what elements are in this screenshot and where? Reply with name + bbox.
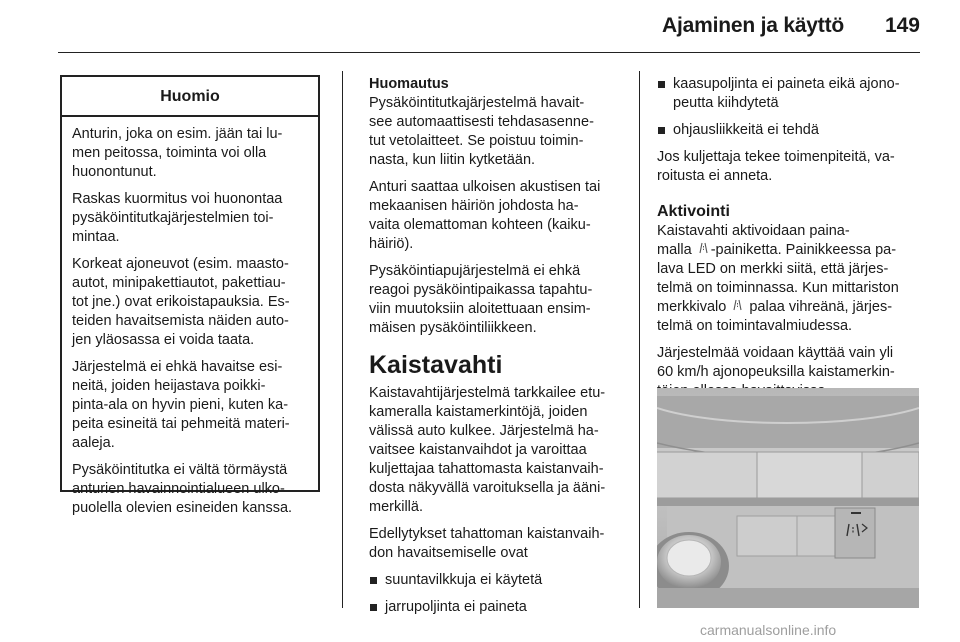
activation-text: palaa vihreänä, järjes- telmä on toimintavalmiudessa. [657, 299, 893, 334]
warning-box [60, 75, 320, 516]
subheading: Aktivointi [657, 203, 730, 220]
bullet-square-icon [658, 127, 665, 134]
note-paragraph: Anturi saattaa ulkoisen akustisen tai mekaanisen häiriön johdosta ha- vaita olemattoman kohteen (kaiku- häiriö). [369, 179, 601, 252]
activation-text: -painiketta. Painikkeessa pa- lava LED on merkki siitä, että järjes- telmä on toiminnassa. Kun mittariston merkkivalo [657, 242, 899, 315]
list-item [657, 75, 919, 113]
page-number: 149 [884, 14, 920, 37]
dashboard-button-photo [657, 388, 919, 608]
section-title: Kaistavahti [369, 351, 503, 379]
paragraph: Jos kuljettaja tekee toimenpiteitä, va- roitusta ei anneta. [657, 149, 895, 184]
list-item [369, 571, 629, 590]
warning-paragraph: Järjestelmä ei ehkä havaitse esi- neitä, joiden heijastava poikki- pinta-ala on hyvin pieni, kuten ka- peita esineitä tai pehmeitä materi- aaleja. [72, 359, 290, 451]
list-item-text: jarrupoljinta ei paineta [385, 599, 527, 615]
list-item [369, 598, 629, 617]
page-header-title: Ajaminen ja käyttö [662, 14, 844, 37]
list-item-text: suuntavilkkuja ei käytetä [385, 572, 543, 588]
warning-paragraph: Pysäköintitutka ei vältä törmäystä anturien havainnointialueen ulko- puolella olevien esineiden kanssa. [72, 462, 293, 516]
activation-text: Kaistavahti aktivoidaan paina- malla [657, 223, 850, 258]
column-divider [639, 71, 640, 608]
list-item-text: kaasupoljinta ei paineta eikä ajono- peutta kiihdytetä [673, 76, 900, 111]
activation-paragraph: Järjestelmää voidaan käyttää vain yli 60 km/h ajonopeuksilla kaistamerkin- [657, 345, 895, 380]
activation-paragraph [657, 222, 919, 336]
bullet-square-icon [658, 81, 665, 88]
note-paragraph: Pysäköintitutkajärjestelmä havait- see automaattisesti tehdasasenne- tut vetolaitteet. Se poistuu toimin- nasta, kun liitin kytketään. [369, 95, 594, 168]
column-3 [657, 75, 919, 409]
list-item [657, 121, 919, 140]
column-2 [369, 75, 629, 625]
bullet-square-icon [370, 577, 377, 584]
header-divider [58, 52, 920, 53]
watermark: carmanualsonline.info [700, 622, 837, 638]
list-item-text: ohjausliikkeitä ei tehdä [673, 122, 819, 138]
lane-departure-icon [732, 299, 743, 311]
warning-box-title: Huomio [62, 77, 318, 117]
note-paragraph: Pysäköintiapujärjestelmä ei ehkä reagoi pysäköintipaikassa tapahtu- viin muutoksiin aloitettuaan ensim- mäisen pysäköintiliikkeen. [369, 263, 593, 336]
note-heading: Huomautus [369, 76, 449, 92]
dashboard-photo-illustration [657, 388, 919, 608]
column-divider [342, 71, 343, 608]
warning-paragraph: Korkeat ajoneuvot (esim. maasto- autot, minipakettiautot, pakettiau- tot jne.) ovat erikoistapauksia. Es- teiden havaitsemista näiden auto- jen yläosassa ei voida taata. [72, 256, 290, 348]
section-paragraph: Edellytykset tahattoman kaistanvaih- don havaitsemiselle ovat [369, 526, 605, 561]
bullet-square-icon [370, 604, 377, 611]
warning-paragraph: Raskas kuormitus voi huonontaa pysäköintitutkajärjestelmien toi- mintaa. [72, 191, 283, 245]
warning-paragraph: Anturin, joka on esim. jään tai lu- men peitossa, toiminta voi olla huonontunut. [72, 126, 283, 180]
section-paragraph: Kaistavahtijärjestelmä tarkkailee etu- kameralla kaistamerkintöjä, joiden välissä auto kulkee. Järjestelmä ha- vaitsee kaistanvaihdot ja varoittaa kuljettajaa tahattomasta kaistanvaih- dosta näkyvällä varoituksella ja ääni- merkillä. [369, 385, 606, 515]
lane-departure-icon [698, 242, 709, 254]
